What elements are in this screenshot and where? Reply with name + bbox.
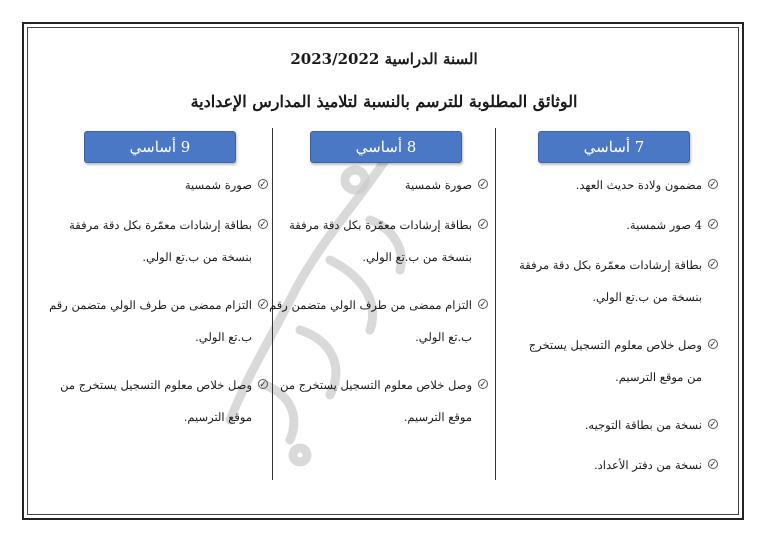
check-circle-icon: ✓ [259, 380, 267, 390]
check-circle-icon: ✓ [709, 420, 717, 430]
list-item [49, 296, 268, 346]
list-item [508, 256, 718, 306]
document-title: الوثائق المطلوبة للترسم بالنسبة لتلاميذ المدارس الإعدادية [190, 92, 578, 111]
list-item-text: 4 صور شمسية. [626, 218, 702, 232]
list-item-text: نسخة من دفتر الأعداد. [594, 458, 702, 472]
list-item-text: نسخة من بطاقة التوجيه. [584, 418, 702, 432]
list-item-text: بنسخة من ب.تع الولي. [592, 290, 702, 304]
check-circle-icon: ✓ [479, 380, 487, 390]
check-circle-icon: ✓ [709, 340, 717, 350]
list-item-text: وصل خلاص معلوم التسجيل يستخرج من [60, 378, 252, 392]
list-item-text: بطاقة إرشادات معمّرة بكل دقة مرفقة [289, 218, 472, 232]
list-item [278, 216, 488, 266]
list-item [63, 216, 268, 266]
list-item [60, 376, 268, 426]
school-year-heading: السنة الدراسية 2023/2022 [290, 50, 478, 68]
column-9-items [49, 176, 268, 448]
list-item-text: من موقع الترسيم. [615, 370, 702, 384]
check-circle-icon: ✓ [709, 260, 717, 270]
column-8-items [269, 176, 488, 448]
check-circle-icon: ✓ [479, 180, 487, 190]
column-7-items [508, 176, 718, 496]
list-item [508, 176, 718, 194]
column-header-8: 8 أساسي [310, 131, 462, 163]
list-item-text: بنسخة من ب.تع الولي. [362, 250, 472, 264]
check-circle-icon: ✓ [259, 220, 267, 230]
check-circle-icon: ✓ [709, 220, 717, 230]
check-circle-icon: ✓ [709, 180, 717, 190]
column-divider [495, 128, 496, 480]
check-circle-icon: ✓ [259, 180, 267, 190]
list-item [278, 376, 488, 426]
list-item-text: مضمون ولادة حديث العهد. [575, 178, 702, 192]
column-header-9: 9 أساسي [84, 131, 236, 163]
list-item-text: موقع الترسيم. [183, 410, 252, 424]
check-circle-icon: ✓ [259, 300, 267, 310]
list-item-text: ب.تع الولي. [415, 330, 472, 344]
list-item-text: بطاقة إرشادات معمّرة بكل دقة مرفقة [519, 258, 702, 272]
check-circle-icon: ✓ [479, 220, 487, 230]
list-item [508, 336, 718, 386]
list-item-text: صورة شمسية [184, 178, 252, 192]
list-item-text: بنسخة من ب.تع الولي. [142, 250, 252, 264]
list-item-text: وصل خلاص معلوم التسجيل يستخرج من [280, 378, 472, 392]
list-item [278, 176, 488, 194]
list-item [508, 456, 718, 474]
list-item [508, 216, 718, 234]
list-item [269, 296, 488, 346]
list-item [508, 416, 718, 434]
list-item-text: التزام ممضى من طرف الولي متضمن رقم [269, 298, 472, 312]
list-item-text: ب.تع الولي. [195, 330, 252, 344]
list-item [63, 176, 268, 194]
list-item-text: موقع الترسيم. [403, 410, 472, 424]
list-item-text: صورة شمسية [404, 178, 472, 192]
check-circle-icon: ✓ [479, 300, 487, 310]
column-header-7: 7 أساسي [538, 131, 690, 163]
list-item-text: وصل خلاص معلوم التسجيل يستخرج [528, 338, 702, 352]
list-item-text: بطاقة إرشادات معمّرة بكل دقة مرفقة [69, 218, 252, 232]
list-item-text: التزام ممضى من طرف الولي متضمن رقم [49, 298, 252, 312]
check-circle-icon: ✓ [709, 460, 717, 470]
